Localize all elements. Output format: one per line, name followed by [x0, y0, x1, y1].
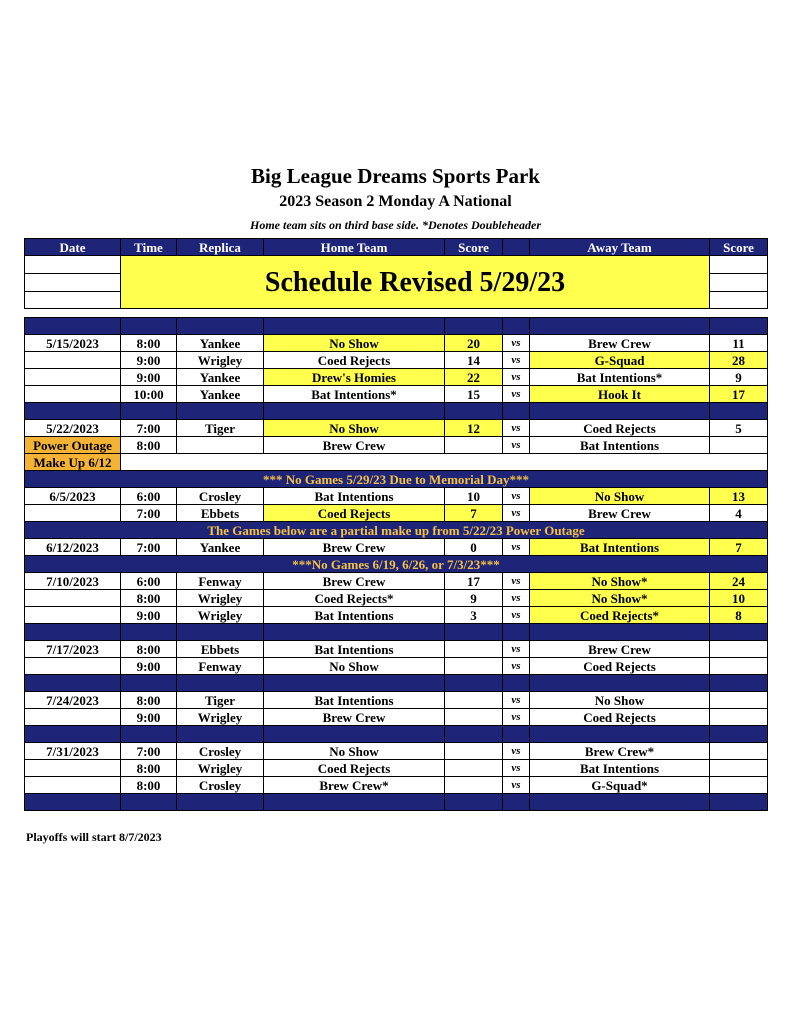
date-cell: [25, 369, 121, 386]
away-score-cell: 28: [710, 352, 768, 369]
home-team-cell: Brew Crew: [264, 539, 445, 556]
time-cell: 8:00: [121, 437, 177, 454]
table-row: [25, 454, 768, 471]
home-score-cell: [445, 641, 503, 658]
vs-cell: vs: [503, 590, 530, 607]
date-cell: [25, 590, 121, 607]
home-team-cell: Bat Intentions: [264, 607, 445, 624]
table-row: [25, 658, 768, 675]
time-cell: 9:00: [121, 352, 177, 369]
away-team-cell: G-Squad*: [530, 777, 710, 794]
date-cell: [25, 607, 121, 624]
time-cell: 6:00: [121, 488, 177, 505]
col-replica: Replica: [177, 239, 264, 256]
date-cell: 6/12/2023: [25, 539, 121, 556]
away-team-cell: Bat Intentions*: [530, 369, 710, 386]
col-home-team: Home Team: [264, 239, 445, 256]
home-score-cell: 15: [445, 386, 503, 403]
vs-cell: vs: [503, 573, 530, 590]
date-cell: [25, 709, 121, 726]
away-team-cell: No Show: [530, 488, 710, 505]
away-score-cell: 9: [710, 369, 768, 386]
home-team-cell: Bat Intentions: [264, 488, 445, 505]
away-score-cell: 4: [710, 505, 768, 522]
table-row: [25, 420, 768, 437]
replica-cell: Fenway: [177, 573, 264, 590]
away-team-cell: Bat Intentions: [530, 539, 710, 556]
banner-right-cell: [710, 256, 768, 309]
separator-row: [25, 403, 768, 420]
home-team-cell: Brew Crew: [264, 573, 445, 590]
replica-cell: Yankee: [177, 335, 264, 352]
replica-cell: Ebbets: [177, 505, 264, 522]
time-cell: 9:00: [121, 607, 177, 624]
replica-cell: Yankee: [177, 369, 264, 386]
header-note: Home team sits on third base side. *Denotes Doubleheader: [250, 218, 541, 232]
replica-cell: Crosley: [177, 743, 264, 760]
home-score-cell: 10: [445, 488, 503, 505]
away-score-cell: 7: [710, 539, 768, 556]
away-team-cell: Bat Intentions: [530, 437, 710, 454]
schedule-table: [24, 238, 768, 811]
table-row: [25, 369, 768, 386]
table-row: [25, 386, 768, 403]
home-team-cell: Coed Rejects: [264, 760, 445, 777]
col-time: Time: [121, 239, 177, 256]
page-subtitle: 2023 Season 2 Monday A National: [279, 193, 512, 210]
vs-cell: vs: [503, 420, 530, 437]
home-team-cell: No Show: [264, 743, 445, 760]
vs-cell: vs: [503, 386, 530, 403]
home-score-cell: [445, 692, 503, 709]
table-row: [25, 573, 768, 590]
time-cell: 10:00: [121, 386, 177, 403]
table-row: [25, 505, 768, 522]
date-cell: [25, 505, 121, 522]
replica-cell: Fenway: [177, 658, 264, 675]
replica-cell: Tiger: [177, 420, 264, 437]
away-team-cell: No Show*: [530, 573, 710, 590]
date-cell: 7/10/2023: [25, 573, 121, 590]
away-score-cell: 10: [710, 590, 768, 607]
away-team-cell: G-Squad: [530, 352, 710, 369]
table-row: [25, 760, 768, 777]
away-team-cell: Coed Rejects: [530, 709, 710, 726]
away-score-cell: [710, 777, 768, 794]
away-score-cell: [710, 709, 768, 726]
away-score-cell: [710, 437, 768, 454]
home-team-cell: No Show: [264, 420, 445, 437]
vs-cell: vs: [503, 743, 530, 760]
time-cell: 7:00: [121, 539, 177, 556]
home-score-cell: 9: [445, 590, 503, 607]
home-score-cell: 0: [445, 539, 503, 556]
replica-cell: Yankee: [177, 539, 264, 556]
banner-row: [25, 256, 768, 309]
vs-cell: vs: [503, 760, 530, 777]
time-cell: 8:00: [121, 335, 177, 352]
date-cell: 5/15/2023: [25, 335, 121, 352]
revision-banner: Schedule Revised 5/29/23: [121, 256, 710, 309]
makeup-note: [25, 522, 768, 539]
table-row: [25, 743, 768, 760]
away-team-cell: No Show*: [530, 590, 710, 607]
away-team-cell: Brew Crew*: [530, 743, 710, 760]
away-score-cell: 5: [710, 420, 768, 437]
date-cell: 7/31/2023: [25, 743, 121, 760]
page-title: Big League Dreams Sports Park: [251, 164, 540, 188]
home-team-cell: Coed Rejects: [264, 352, 445, 369]
vs-cell: vs: [503, 777, 530, 794]
table-row: [25, 777, 768, 794]
separator-row: [25, 624, 768, 641]
away-score-cell: 24: [710, 573, 768, 590]
home-team-cell: Coed Rejects: [264, 505, 445, 522]
col-home-score: Score: [445, 239, 503, 256]
replica-cell: Tiger: [177, 692, 264, 709]
header-row: [25, 239, 768, 256]
table-row: [25, 590, 768, 607]
table-row: [25, 335, 768, 352]
time-cell: 7:00: [121, 505, 177, 522]
home-team-cell: Brew Crew: [264, 709, 445, 726]
home-team-cell: Coed Rejects*: [264, 590, 445, 607]
date-cell: 6/5/2023: [25, 488, 121, 505]
away-score-cell: [710, 641, 768, 658]
date-cell: [25, 352, 121, 369]
home-team-cell: Bat Intentions: [264, 692, 445, 709]
replica-cell: Wrigley: [177, 352, 264, 369]
time-cell: 9:00: [121, 658, 177, 675]
table-row: [25, 641, 768, 658]
separator-row: [25, 675, 768, 692]
time-cell: 8:00: [121, 692, 177, 709]
memorial-day-note-text: *** No Games 5/29/23 Due to Memorial Day***: [25, 471, 768, 488]
date-cell: 5/22/2023: [25, 420, 121, 437]
table-row: [25, 488, 768, 505]
away-team-cell: Bat Intentions: [530, 760, 710, 777]
table-row: [25, 709, 768, 726]
replica-cell: [177, 437, 264, 454]
vs-cell: vs: [503, 369, 530, 386]
replica-cell: Wrigley: [177, 760, 264, 777]
date-cell: [25, 760, 121, 777]
home-score-cell: 14: [445, 352, 503, 369]
separator-row: [25, 726, 768, 743]
col-away-team: Away Team: [530, 239, 710, 256]
vs-cell: vs: [503, 437, 530, 454]
no-games-note: [25, 556, 768, 573]
home-score-cell: 7: [445, 505, 503, 522]
home-team-cell: No Show: [264, 335, 445, 352]
power-outage-badge: Power Outage: [25, 437, 121, 454]
time-cell: 9:00: [121, 709, 177, 726]
vs-cell: vs: [503, 488, 530, 505]
away-team-cell: Coed Rejects: [530, 420, 710, 437]
away-score-cell: [710, 743, 768, 760]
date-cell: [25, 386, 121, 403]
away-team-cell: Brew Crew: [530, 335, 710, 352]
vs-cell: vs: [503, 352, 530, 369]
time-cell: 8:00: [121, 590, 177, 607]
home-team-cell: Bat Intentions: [264, 641, 445, 658]
replica-cell: Yankee: [177, 386, 264, 403]
time-cell: 6:00: [121, 573, 177, 590]
vs-cell: vs: [503, 641, 530, 658]
table-row: [25, 539, 768, 556]
replica-cell: Wrigley: [177, 590, 264, 607]
home-score-cell: [445, 760, 503, 777]
col-away-score: Score: [710, 239, 768, 256]
home-score-cell: [445, 437, 503, 454]
home-team-cell: No Show: [264, 658, 445, 675]
home-score-cell: [445, 658, 503, 675]
replica-cell: Crosley: [177, 488, 264, 505]
home-score-cell: [445, 743, 503, 760]
home-score-cell: [445, 777, 503, 794]
home-team-cell: Bat Intentions*: [264, 386, 445, 403]
home-team-cell: Brew Crew: [264, 437, 445, 454]
time-cell: 9:00: [121, 369, 177, 386]
time-cell: 8:00: [121, 760, 177, 777]
no-games-note-text: ***No Games 6/19, 6/26, or 7/3/23***: [25, 556, 768, 573]
banner-left-cell: [25, 256, 121, 309]
makeup-note-text: The Games below are a partial make up from 5/22/23 Power Outage: [25, 522, 768, 539]
away-team-cell: No Show: [530, 692, 710, 709]
away-team-cell: Coed Rejects: [530, 658, 710, 675]
away-score-cell: [710, 692, 768, 709]
vs-cell: vs: [503, 539, 530, 556]
time-cell: 8:00: [121, 641, 177, 658]
col-vs: [503, 239, 530, 256]
table-row: [25, 437, 768, 454]
away-score-cell: 8: [710, 607, 768, 624]
away-score-cell: [710, 658, 768, 675]
col-date: Date: [25, 239, 121, 256]
replica-cell: Wrigley: [177, 607, 264, 624]
separator-row: [25, 318, 768, 335]
vs-cell: vs: [503, 692, 530, 709]
memorial-day-note: [25, 471, 768, 488]
vs-cell: vs: [503, 607, 530, 624]
away-team-cell: Coed Rejects*: [530, 607, 710, 624]
empty-cell: [121, 454, 768, 471]
vs-cell: vs: [503, 335, 530, 352]
home-score-cell: 3: [445, 607, 503, 624]
away-score-cell: [710, 760, 768, 777]
away-team-cell: Brew Crew: [530, 505, 710, 522]
time-cell: 7:00: [121, 420, 177, 437]
date-cell: [25, 658, 121, 675]
date-cell: 7/24/2023: [25, 692, 121, 709]
date-cell: 7/17/2023: [25, 641, 121, 658]
home-team-cell: Brew Crew*: [264, 777, 445, 794]
time-cell: 7:00: [121, 743, 177, 760]
away-team-cell: Brew Crew: [530, 641, 710, 658]
home-score-cell: [445, 709, 503, 726]
time-cell: 8:00: [121, 777, 177, 794]
away-score-cell: 13: [710, 488, 768, 505]
replica-cell: Wrigley: [177, 709, 264, 726]
vs-cell: vs: [503, 505, 530, 522]
playoffs-note: Playoffs will start 8/7/2023: [26, 830, 162, 844]
table-row: [25, 352, 768, 369]
table-row: [25, 607, 768, 624]
replica-cell: Ebbets: [177, 641, 264, 658]
home-score-cell: 12: [445, 420, 503, 437]
make-up-badge: Make Up 6/12: [25, 454, 121, 471]
home-score-cell: 17: [445, 573, 503, 590]
home-score-cell: 22: [445, 369, 503, 386]
home-team-cell: Drew's Homies: [264, 369, 445, 386]
date-cell: [25, 777, 121, 794]
vs-cell: vs: [503, 658, 530, 675]
vs-cell: vs: [503, 709, 530, 726]
separator-row: [25, 794, 768, 811]
away-score-cell: 17: [710, 386, 768, 403]
table-row: [25, 692, 768, 709]
away-team-cell: Hook It: [530, 386, 710, 403]
replica-cell: Crosley: [177, 777, 264, 794]
away-score-cell: 11: [710, 335, 768, 352]
spacer-row: [25, 309, 768, 318]
home-score-cell: 20: [445, 335, 503, 352]
